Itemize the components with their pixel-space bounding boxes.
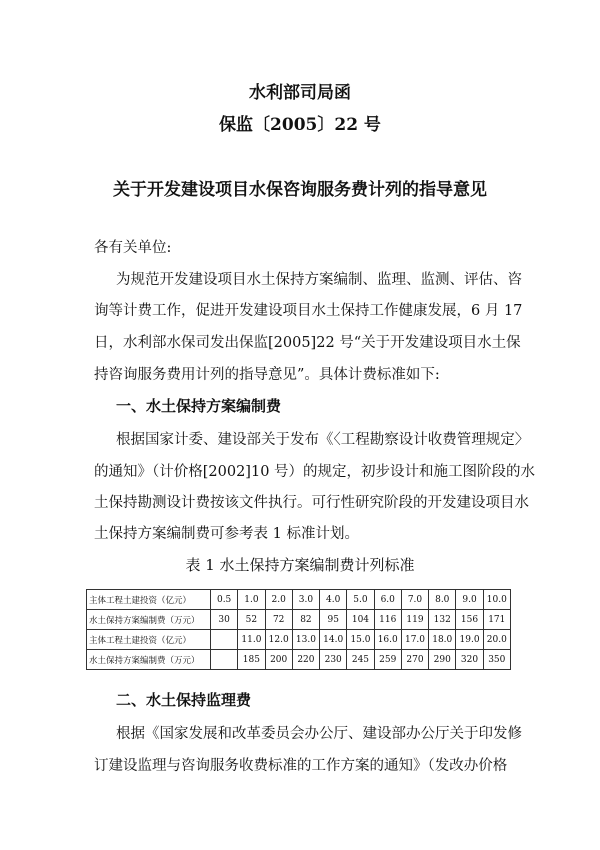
- table-cell: 14.0: [320, 630, 347, 650]
- table-cell: 30: [211, 610, 238, 630]
- table-cell: 132: [429, 610, 456, 630]
- intro-line: 持咨询服务费用计列的指导意见”。具体计费标准如下:: [94, 367, 440, 383]
- letterhead-org: 水利部司局函: [249, 83, 351, 103]
- table-row: [87, 590, 511, 610]
- table-cell: 72: [265, 610, 292, 630]
- table-cell: 15.0: [347, 630, 374, 650]
- section1-line: 土保持方案编制费可参考表 1 标准计划。: [94, 526, 359, 542]
- table-row: [87, 630, 511, 650]
- salutation: 各有关单位:: [94, 240, 172, 256]
- table-cell: 12.0: [265, 630, 292, 650]
- table-cell: 350: [483, 650, 510, 670]
- table-cell: 6.0: [374, 590, 401, 610]
- table-cell: 259: [374, 650, 401, 670]
- table-cell: 17.0: [401, 630, 428, 650]
- table-cell: 0.5: [211, 590, 238, 610]
- table-cell: 116: [374, 610, 401, 630]
- table-cell: 230: [320, 650, 347, 670]
- table-cell: 290: [429, 650, 456, 670]
- table-cell: 4.0: [320, 590, 347, 610]
- section1-line: 土保持勘测设计费按该文件执行。可行性研究阶段的开发建设项目水: [94, 495, 529, 511]
- table-row: [87, 610, 511, 630]
- table-cell: 18.0: [429, 630, 456, 650]
- table-cell: 200: [265, 650, 292, 670]
- table-cell: 119: [401, 610, 428, 630]
- table-cell: 9.0: [456, 590, 483, 610]
- section2-line: 根据《国家发展和改革委员会办公厅、建设部办公厅关于印发修: [116, 726, 522, 742]
- table-cell: 220: [292, 650, 319, 670]
- row-label: 水土保持方案编制费（万元）: [87, 650, 211, 670]
- row-label: 水土保持方案编制费（万元）: [87, 610, 211, 630]
- fee-table: [86, 589, 511, 670]
- table-cell: 320: [456, 650, 483, 670]
- table-cell: 16.0: [374, 630, 401, 650]
- table-cell: 245: [347, 650, 374, 670]
- table-cell: 10.0: [483, 590, 510, 610]
- section2-line: 订建设监理与咨询服务收费标准的工作方案的通知》（发改办价格: [94, 758, 508, 774]
- table-cell: [211, 650, 238, 670]
- table-cell: 2.0: [265, 590, 292, 610]
- table-cell: 1.0: [238, 590, 265, 610]
- section1-line: 根据国家计委、建设部关于发布《〈工程勘察设计收费管理规定〉: [116, 432, 530, 448]
- table-cell: [211, 630, 238, 650]
- table-cell: 11.0: [238, 630, 265, 650]
- table-cell: 270: [401, 650, 428, 670]
- section1-heading: 一、水土保持方案编制费: [116, 397, 282, 415]
- table-cell: 7.0: [401, 590, 428, 610]
- document-title: 关于开发建设项目水保咨询服务费计列的指导意见: [113, 180, 487, 200]
- table1-caption: 表 1 水土保持方案编制费计列标准: [185, 556, 415, 574]
- table-cell: 8.0: [429, 590, 456, 610]
- table-cell: 19.0: [456, 630, 483, 650]
- intro-line: 日，水利部水保司发出保监[2005]22 号“关于开发建设项目水土保: [94, 335, 521, 351]
- table-row: [87, 650, 511, 670]
- row-label: 主体工程土建投资（亿元）: [87, 590, 211, 610]
- section2-heading: 二、水土保持监理费: [116, 691, 252, 709]
- table-cell: 82: [292, 610, 319, 630]
- table-cell: 95: [320, 610, 347, 630]
- table-cell: 3.0: [292, 590, 319, 610]
- table-cell: 20.0: [483, 630, 510, 650]
- document-number: 保监〔2005〕22 号: [219, 115, 381, 135]
- table-cell: 171: [483, 610, 510, 630]
- section1-line: 的通知》（计价格[2002]10 号）的规定，初步设计和施工图阶段的水: [94, 464, 536, 480]
- table-cell: 104: [347, 610, 374, 630]
- intro-line: 询等计费工作，促进开发建设项目水土保持工作健康发展，6 月 17: [94, 303, 523, 319]
- table-cell: 156: [456, 610, 483, 630]
- table-cell: 185: [238, 650, 265, 670]
- table-cell: 52: [238, 610, 265, 630]
- table-cell: 5.0: [347, 590, 374, 610]
- intro-line: 为规范开发建设项目水土保持方案编制、监理、监测、评估、咨: [116, 272, 522, 288]
- row-label: 主体工程土建投资（亿元）: [87, 630, 211, 650]
- table-cell: 13.0: [292, 630, 319, 650]
